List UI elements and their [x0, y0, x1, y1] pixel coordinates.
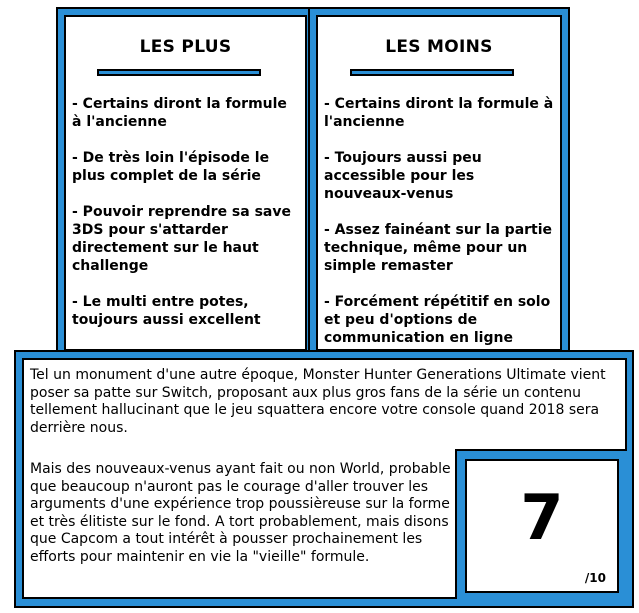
- score-value: 7: [520, 481, 564, 554]
- cons-item: - Certains diront la formule à l'ancienne: [324, 96, 554, 130]
- pros-item: - Le multi entre potes, toujours aussi excellent: [72, 294, 261, 328]
- cons-panel: [316, 15, 562, 351]
- verdict-panel: [22, 358, 627, 599]
- score-box: [465, 459, 619, 593]
- pros-panel: [64, 15, 307, 351]
- cons-title: LES MOINS: [385, 37, 493, 57]
- pros-item: - Certains diront la formule à l'ancienne: [72, 96, 287, 130]
- pros-title-underline: [97, 69, 261, 76]
- pros-list: [72, 95, 299, 347]
- verdict-paragraph-2: Mais des nouveaux-venus ayant fait ou non World, probable que beaucoup n'auront pas le courage d'aller trouver les arguments d'une expérience trop poussièreuse sur la forme et très élitiste sur le fond. A tort probablement, mais disons que Capcom a tout intérêt à pousser prochainement les efforts pour maintenir en vie la "vieille" formule.: [30, 461, 451, 565]
- pros-item: - Pouvoir reprendre sa save 3DS pour s'attarder directement sur le haut challenge: [72, 204, 291, 274]
- cons-title-underline: [350, 69, 514, 76]
- cons-item: - Toujours aussi peu accessible pour les nouveaux-venus: [324, 150, 482, 202]
- cons-list: [324, 95, 554, 365]
- score-max: /10: [584, 571, 606, 585]
- verdict-paragraph-1: Tel un monument d'une autre époque, Monster Hunter Generations Ultimate vient poser sa patte sur Switch, proposant aux plus gros fans de la série un contenu tellement hallucinant que le jeu squattera encore votre console quand 2018 sera derrière nous.: [30, 367, 606, 436]
- pros-title: LES PLUS: [139, 37, 232, 57]
- score-frame: [455, 449, 627, 599]
- cons-item: - Assez fainéant sur la partie technique, même pour un simple remaster: [324, 222, 553, 274]
- cons-item: - Forcément répétitif en solo et peu d'options de communication en ligne: [324, 294, 551, 346]
- pros-item: - De très loin l'épisode le plus complet de la série: [72, 150, 270, 184]
